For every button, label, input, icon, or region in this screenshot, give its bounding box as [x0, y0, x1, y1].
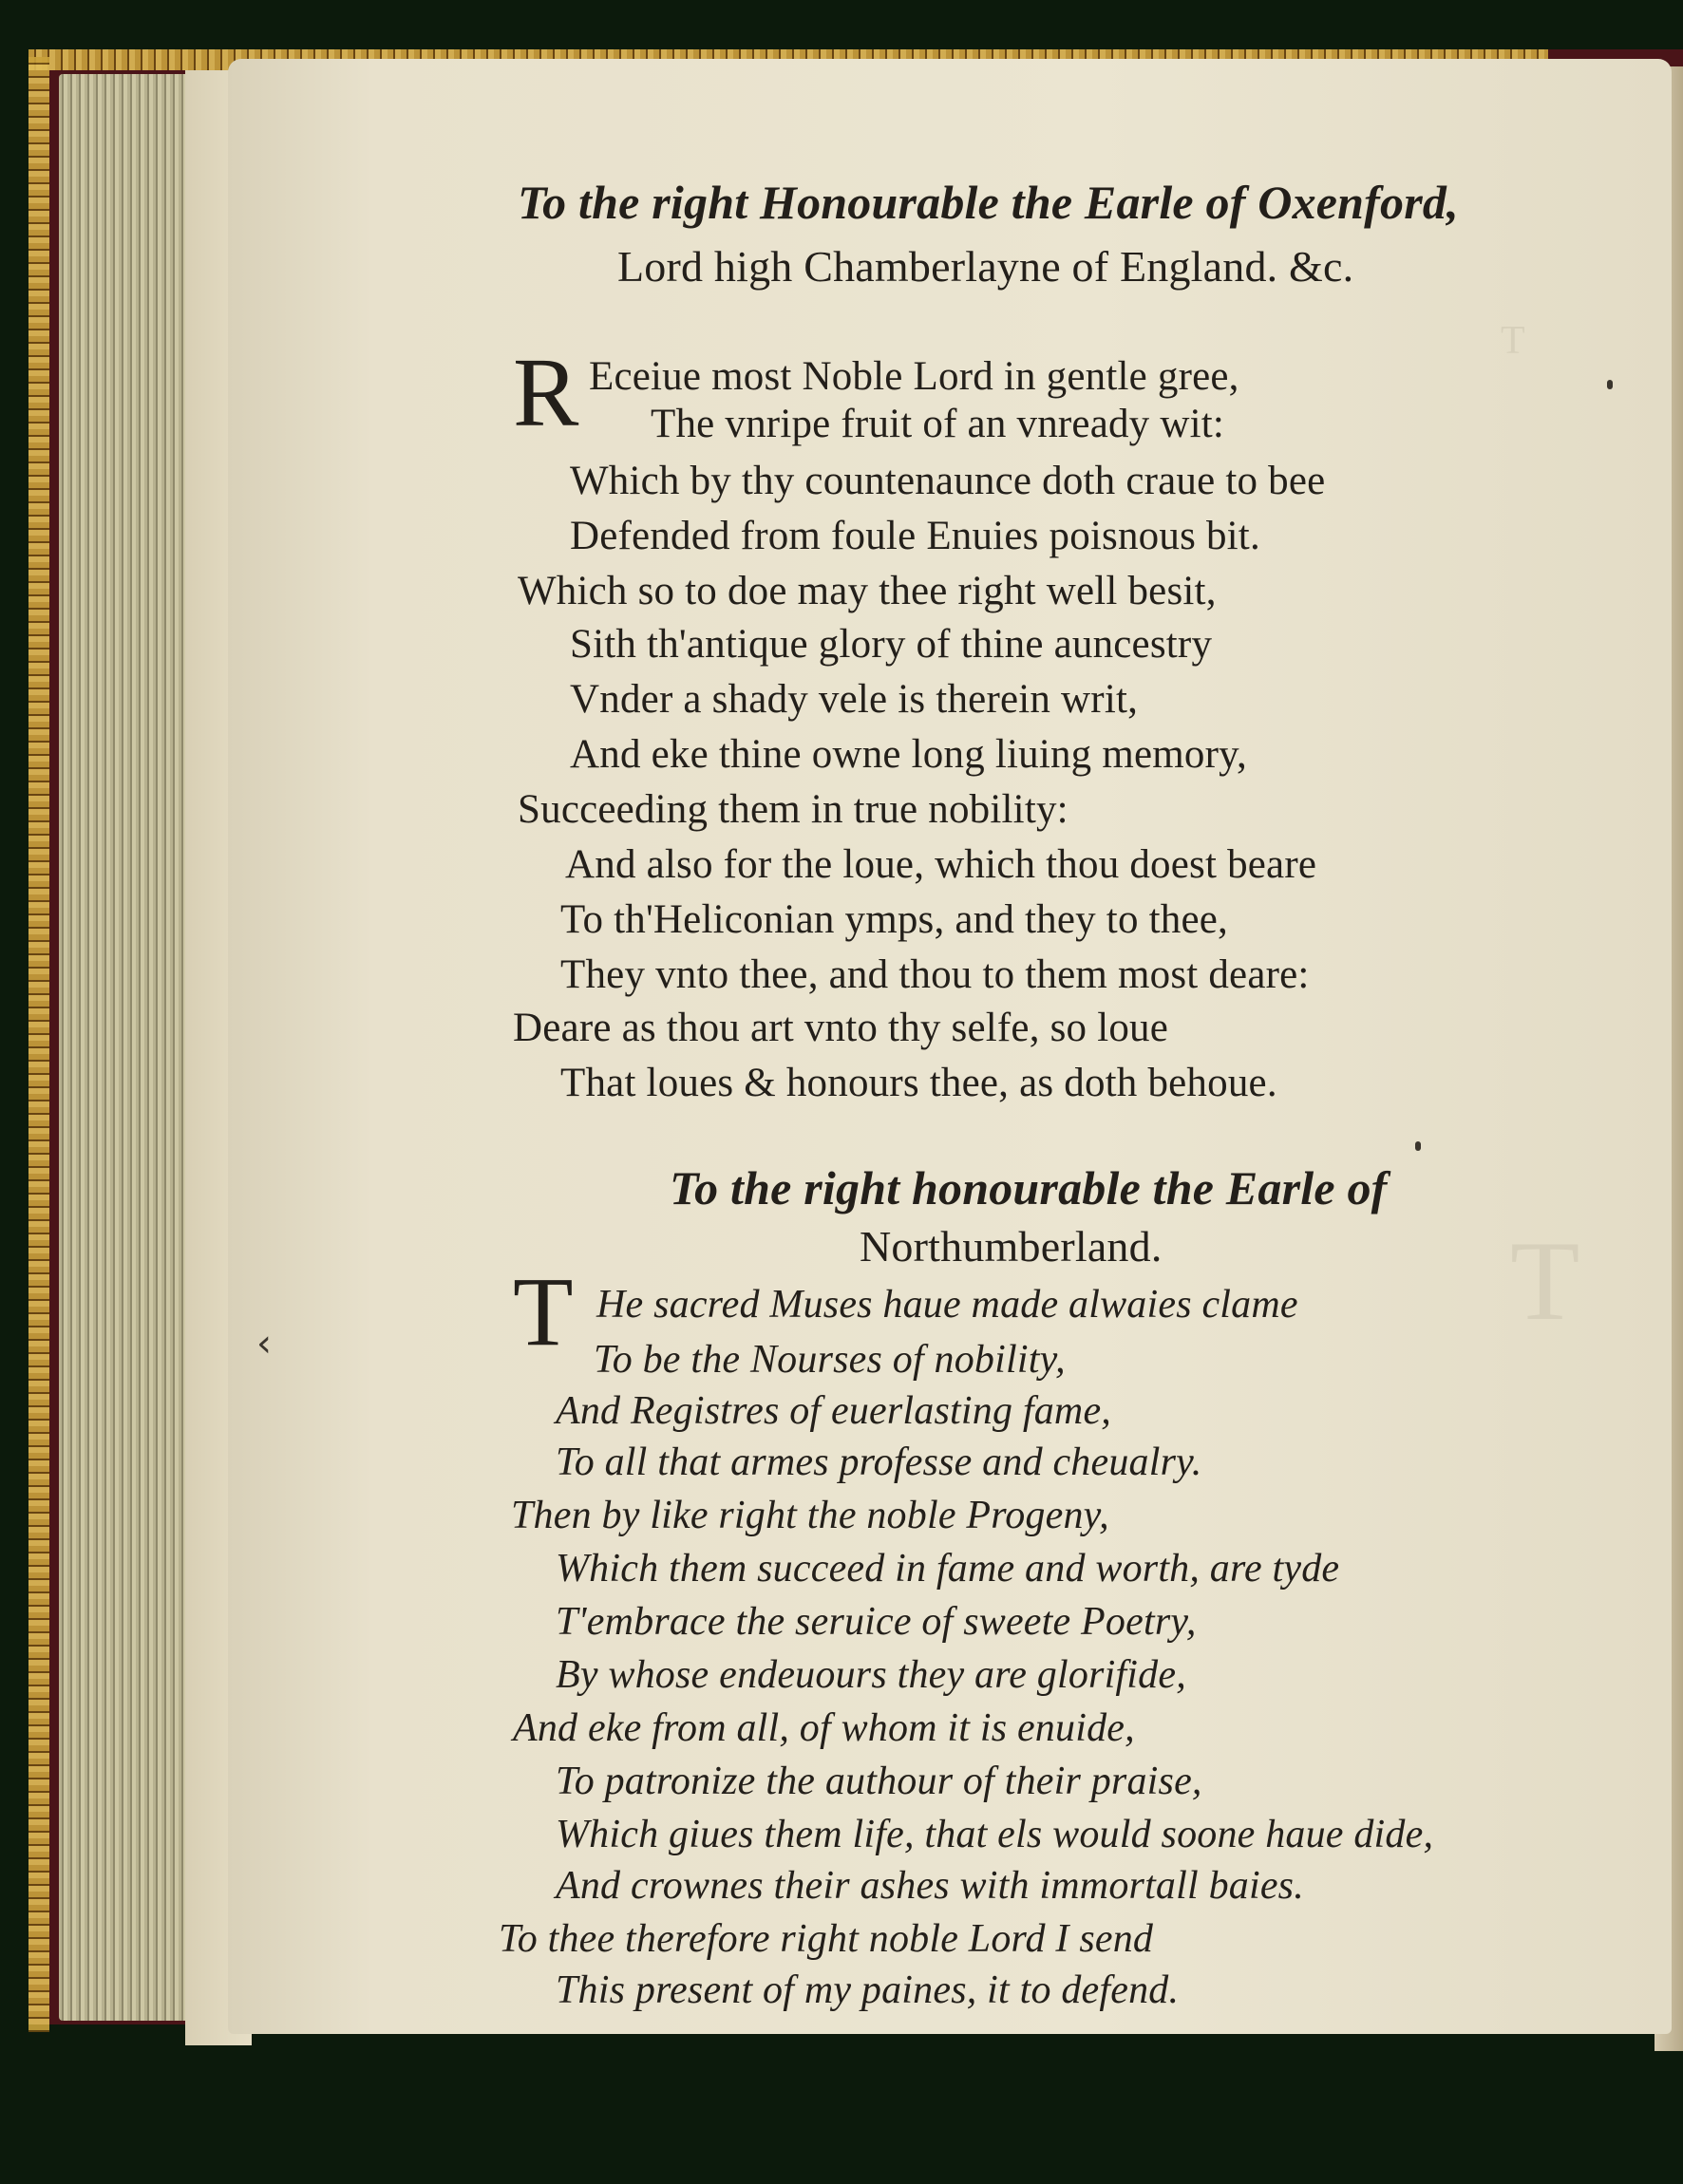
verse-line: Which giues them life, that els would soone haue dide, — [556, 1813, 1434, 1856]
verse-line: They vnto thee, and thou to them most deare: — [560, 952, 1310, 997]
verse-line: Deare as thou art vnto thy selfe, so loue — [513, 1006, 1169, 1050]
verse-line: Succeeding them in true nobility: — [518, 787, 1068, 832]
verse-line: Then by like right the noble Progeny, — [511, 1494, 1109, 1537]
ink-speck — [1415, 1141, 1421, 1151]
verse-line: Eceiue most Noble Lord in gentle gree, — [589, 354, 1239, 399]
section2-dropcap: T — [513, 1257, 574, 1366]
show-through-ink: T — [1510, 1217, 1580, 1344]
section1-heading-line1: To the right Honourable the Earle of Oxenford, — [518, 176, 1459, 229]
verse-line: And eke thine owne long liuing memory, — [570, 732, 1247, 777]
verse-line: That loues & honours thee, as doth behoue. — [560, 1061, 1277, 1105]
verse-line: Which them succeed in fame and worth, are tyde — [556, 1547, 1340, 1591]
verse-line: He sacred Muses haue made alwaies clame — [596, 1283, 1298, 1327]
gilt-edge-left — [28, 57, 49, 2032]
show-through-ink: T — [1501, 319, 1525, 363]
verse-line: To th'Heliconian ymps, and they to thee, — [560, 897, 1228, 942]
verse-line: Defended from foule Enuies poisnous bit. — [570, 514, 1260, 558]
verse-line: The vnripe fruit of an vnready wit: — [651, 402, 1225, 446]
verse-line: To be the Nourses of nobility, — [594, 1338, 1066, 1382]
verse-line: And crownes their ashes with immortall baies. — [556, 1864, 1304, 1908]
verse-line: And eke from all, of whom it is enuide, — [513, 1706, 1135, 1750]
verse-line: Vnder a shady vele is therein writ, — [570, 677, 1139, 722]
page-edges — [59, 74, 201, 2021]
verse-line: Sith th'antique glory of thine auncestry — [570, 622, 1213, 667]
ink-speck — [1607, 380, 1613, 389]
verse-line: And also for the loue, which thou doest beare — [565, 842, 1317, 887]
verse-line: And Registres of euerlasting fame, — [556, 1389, 1111, 1433]
section2-heading-line2: Northumberland. — [860, 1222, 1163, 1271]
verse-line: Which by thy countenaunce doth craue to bee — [570, 459, 1326, 503]
verse-line: To thee therefore right noble Lord I send — [499, 1917, 1154, 1961]
verse-line: By whose endeuours they are glorifide, — [556, 1653, 1186, 1697]
verse-line: To all that armes professe and cheualry. — [556, 1440, 1202, 1484]
verse-line: T'embrace the seruice of sweete Poetry, — [556, 1600, 1197, 1644]
page-mark-icon: ‹ — [256, 1322, 272, 1365]
verse-line: To patronize the authour of their praise, — [556, 1760, 1202, 1803]
verse-line: Which so to doe may thee right well besit, — [518, 569, 1217, 613]
section2-heading-line1: To the right honourable the Earle of — [670, 1161, 1388, 1214]
section1-dropcap: R — [513, 338, 579, 447]
verse-line: This present of my paines, it to defend. — [556, 1968, 1180, 2012]
section1-heading-line2: Lord high Chamberlayne of England. &c. — [617, 242, 1354, 291]
